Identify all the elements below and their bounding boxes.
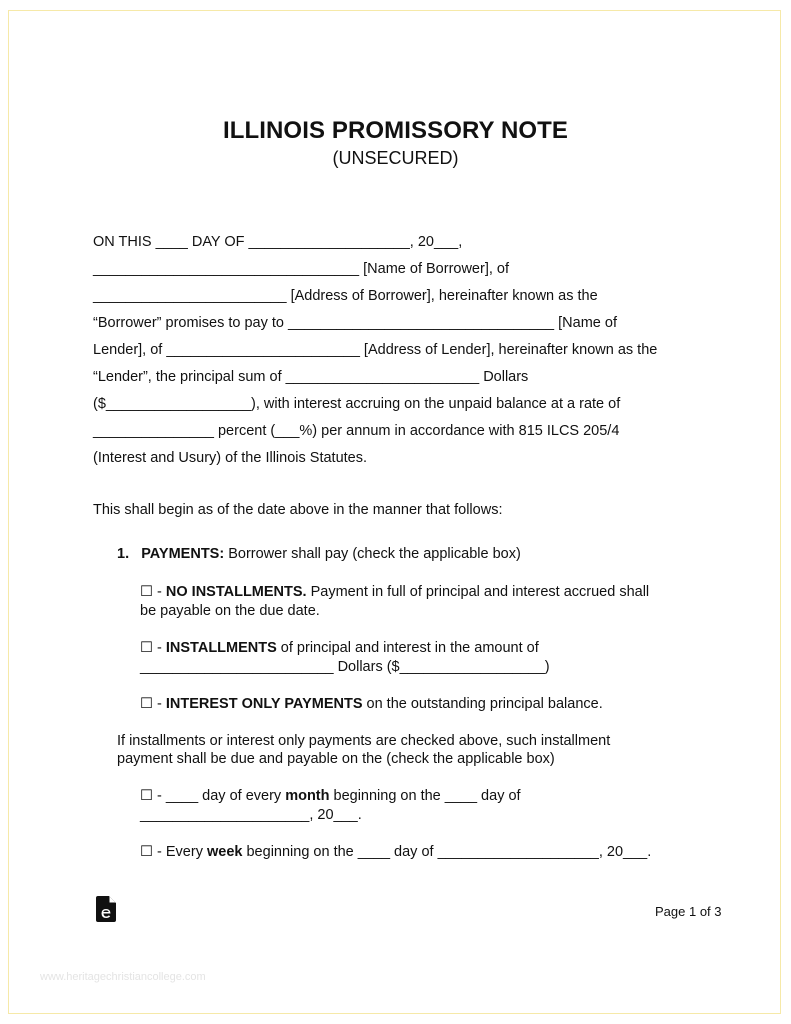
option-text-pre: ☐ - ____ day of every [140, 788, 286, 804]
intro-line-5: Lender], of ________________________ [Address of Lender], hereinafter known as the [93, 342, 658, 358]
option-label: NO INSTALLMENTS. [165, 584, 307, 600]
begin-text: This shall begin as of the date above in the manner that follows: [93, 502, 503, 518]
section-payments [117, 546, 521, 562]
document-subtitle: (UNSECURED) [332, 148, 459, 168]
intro-line-3: ________________________ [Address of Borrower], hereinafter known as the [93, 288, 598, 304]
intro-line-9: (Interest and Usury) of the Illinois Statutes. [93, 450, 368, 466]
checkbox-icon[interactable]: ☐ - [140, 584, 166, 600]
option-label: INSTALLMENTS [165, 640, 277, 656]
page-number: Page 1 of 3 [655, 904, 722, 919]
section-heading: PAYMENTS: [141, 546, 225, 562]
option-label: INTEREST ONLY PAYMENTS [165, 696, 363, 712]
option-text: of principal and interest in the amount of [276, 640, 539, 656]
option-label: month [285, 788, 330, 804]
option-text-post: beginning on the ____ day of ____________________, 20___. [242, 844, 652, 860]
option-installments-line2: ________________________ Dollars ($__________________) [140, 659, 550, 675]
option-text-pre: ☐ - Every [140, 844, 207, 860]
eforms-logo-icon [96, 896, 116, 922]
option-week[interactable] [140, 844, 651, 860]
watermark: www.heritagechristiancollege.com [40, 971, 206, 983]
intro-line-2: _________________________________ [Name of Borrower], of [93, 261, 510, 277]
option-interest-only[interactable] [140, 696, 603, 712]
option-text: Payment in full of principal and interest accrued shall [306, 584, 650, 600]
intro-line-4: “Borrower” promises to pay to _________________________________ [Name of [93, 315, 617, 331]
section-number: 1. [117, 546, 130, 562]
document-title: ILLINOIS PROMISSORY NOTE [222, 117, 569, 144]
option-text: on the outstanding principal balance. [362, 696, 603, 712]
option-installments[interactable] [140, 640, 539, 656]
intro-line-7: ($__________________), with interest accruing on the unpaid balance at a rate of [93, 396, 621, 412]
option-month[interactable] [140, 788, 521, 804]
option-no-installments-line2: be payable on the due date. [140, 603, 320, 619]
option-label: week [206, 844, 243, 860]
schedule-intro-line-2: payment shall be due and payable on the (check the applicable box) [117, 751, 555, 767]
option-text-post: beginning on the ____ day of [329, 788, 521, 804]
section-text: Borrower shall pay (check the applicable box) [224, 546, 521, 562]
intro-line-6: “Lender”, the principal sum of ________________________ Dollars [93, 369, 529, 385]
checkbox-icon[interactable]: ☐ - [140, 640, 166, 656]
intro-line-8: _______________ percent (___%) per annum in accordance with 815 ILCS 205/4 [93, 423, 620, 439]
schedule-intro-line-1: If installments or interest only payments are checked above, such installment [117, 733, 611, 749]
intro-line-1: ON THIS ____ DAY OF ____________________, 20___, [93, 234, 463, 250]
option-no-installments[interactable] [140, 584, 649, 600]
option-month-line2: _____________________, 20___. [140, 807, 362, 823]
checkbox-icon[interactable]: ☐ - [140, 696, 166, 712]
